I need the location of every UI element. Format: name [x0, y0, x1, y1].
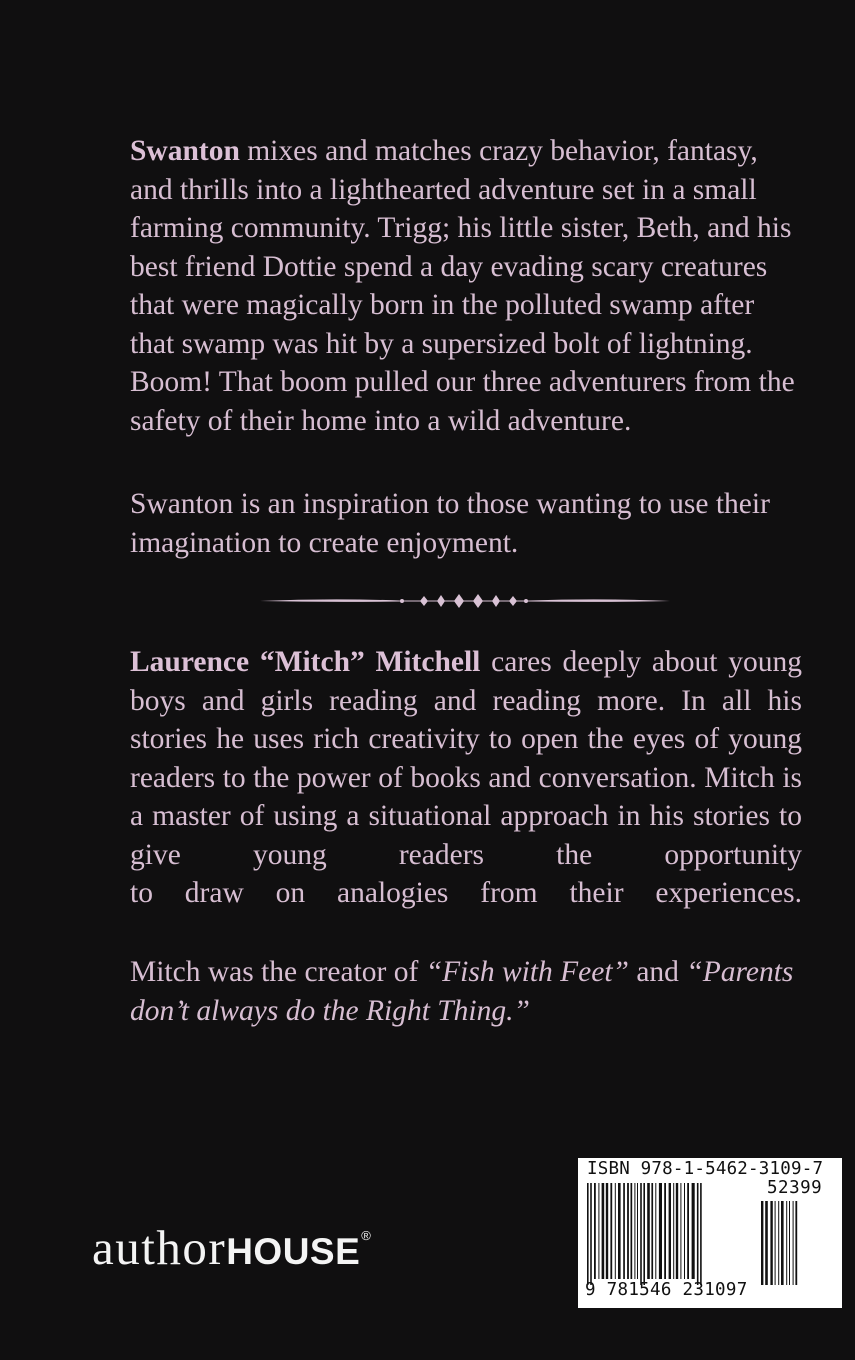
book-title-bold: Swanton — [130, 135, 240, 167]
divider-ornament — [260, 590, 670, 612]
synopsis-paragraph — [130, 132, 802, 440]
inspiration-paragraph: Swanton is an inspiration to those wanting to use their imagination to create enjoyment. — [130, 488, 770, 559]
synopsis-text: mixes and matches crazy behavior, fantasy, and thrills into a lighthearted adventure set in a small farming community. Trigg; his little sister, Beth, and his best friend Dottie spend a day evading scary creatures that were magically born in the polluted swamp after that swamp was hit by a supersized bolt of lightning. Boom! That boom pulled our three adventurers from the safety of their home into a wild adventure. — [130, 135, 795, 437]
work-title-2: “Parents don’t always do the Right Thing.” — [130, 956, 794, 1027]
isbn-label: ISBN 978-1-5462-3109-7 — [587, 1159, 824, 1179]
registered-mark: ® — [361, 1228, 371, 1243]
author-bio-text: cares deeply about young boys and girls reading and reading more. In all his stories he uses rich creativity to open the eyes of young readers to the power of books and conversation. Mitch is a master of using a situational approach in his stories to give young readers the opportunity — [130, 646, 802, 871]
work-title-1: “Fish with Feet” — [425, 956, 629, 988]
publisher-logo — [92, 1208, 371, 1280]
author-name: Laurence “Mitch” Mitchell — [130, 646, 481, 678]
author-bio-last-line: to draw on analogies from their experiences. — [130, 877, 802, 909]
works-prefix: Mitch was the creator of — [130, 956, 426, 988]
author-bio-paragraph — [130, 643, 802, 913]
works-conjunction: and — [628, 956, 687, 988]
barcode-digits: 9 781546 231097 — [585, 1280, 748, 1300]
isbn-barcode — [578, 1158, 842, 1308]
publisher-logo-part2: HOUSE — [226, 1231, 361, 1272]
publisher-logo-part1: author — [92, 1220, 227, 1275]
author-works-paragraph — [130, 953, 802, 1030]
price-code: 52399 — [767, 1178, 823, 1198]
